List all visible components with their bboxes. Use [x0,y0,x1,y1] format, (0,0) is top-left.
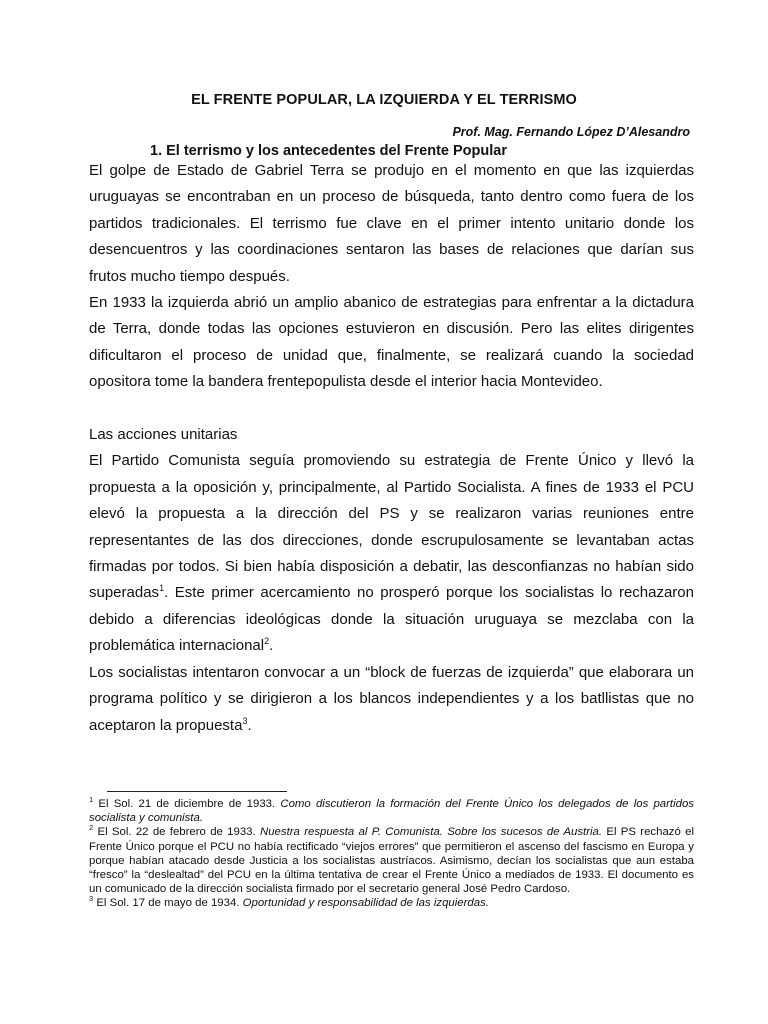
footnote-1-marker: 1 [89,795,94,805]
footnote-2-lead: El Sol. 22 de febrero de 1933. [93,826,260,839]
paragraph-3-part-a: El Partido Comunista seguía promoviendo su estrategia de Frente Único y llevó la propuesta a la oposición y, principalmente, al Partido Socialista. A fines de 1933 el PCU elevó la propuesta a la dirección del PS y se realizaron varias reuniones entre representantes de las dos direcciones, donde escrupulosamente se levantaban actas firmadas por todos. Si bien había disposición a debatir, las desconfianzas no habían sido superadas [89,452,694,602]
footnote-2 [89,825,694,896]
paragraph-4 [89,660,694,739]
paragraph-1: El golpe de Estado de Gabriel Terra se produjo en el momento en que las izquierdas uruguayas se encontraban en un proceso de búsqueda, tanto dentro como fuera de los partidos tradicionales. El terrismo fue clave en el primer intento unitario donde los desencuentros y las coordinaciones sentaron las bases de relaciones que darían sus frutos mucho tiempo después. [89,162,694,285]
footnote-3 [89,896,694,910]
subheading: Las acciones unitarias [89,426,238,444]
footnote-divider [107,791,287,792]
section-heading: 1. El terrismo y los antecedentes del Frente Popular [150,143,507,159]
paragraph-4-part-a: Los socialistas intentaron convocar a un “block de fuerzas de izquierda” que elaborara un programa político y se dirigieron a los blancos independientes y a los batllistas que no aceptaron la propuesta [89,663,694,734]
footnote-2-text: El PS rechazó el Frente Único porque el PCU no había rectificado “viejos errores” que permitieron el ascenso del fascismo en Europa y porque habían atacado desde Justicia a los socialistas austríacos. Asimismo, decían los socialistas que aun estaba “fresco” la “deslealtad” del PCU en la última tentativa de crear el Frente Único a mediados de 1933. El documento es un comunicado de la dirección socialista firmado por el secretario general José Pedro Cardoso. [89,826,695,896]
paragraph-4-part-b: . [247,716,252,734]
paragraph-3-part-b: . Este primer acercamiento no prosperó porque los socialistas lo rechazaron debido a diferencias ideológicas donde la situación uruguaya se mezclaba con la problemática internacional [89,584,694,655]
paragraph-3 [89,448,694,659]
author-line: Prof. Mag. Fernando López D’Alesandro [452,125,690,139]
footnote-3-lead: El Sol. 17 de mayo de 1934. [93,897,243,910]
body-text [89,158,694,739]
paragraph-gap [89,396,694,422]
footnote-3-marker: 3 [89,894,94,904]
document-title: EL FRENTE POPULAR, LA IZQUIERDA Y EL TERRISMO [191,92,577,108]
footnote-ref-2[interactable]: 2 [264,636,270,647]
footnote-ref-3[interactable]: 3 [242,715,248,726]
footnote-2-marker: 2 [89,823,94,833]
paragraph-3-part-c: . [269,637,274,655]
footnote-1 [89,797,694,825]
paragraph-2: En 1933 la izquierda abrió un amplio abanico de estrategias para enfrentar a la dictadura de Terra, donde todas las opciones estuvieron en discusión. Pero las elites dirigentes dificultaron el proceso de unidad que, finalmente, se realizará cuando la sociedad opositora tome la bandera frentepopulista desde el interior hacia Montevideo. [89,294,694,391]
footnotes [89,797,694,911]
footnote-2-title: Nuestra respuesta al P. Comunista. Sobre los sucesos de Austria. [260,826,603,839]
footnote-1-title: Como discutieron la formación del Frente Único los delegados de los partidos socialista y comunista. [89,798,694,825]
footnote-1-lead: El Sol. 21 de diciembre de 1933. [93,798,281,810]
footnote-ref-1[interactable]: 1 [159,583,165,594]
footnote-3-title: Oportunidad y responsabilidad de las izquierdas. [242,897,489,910]
